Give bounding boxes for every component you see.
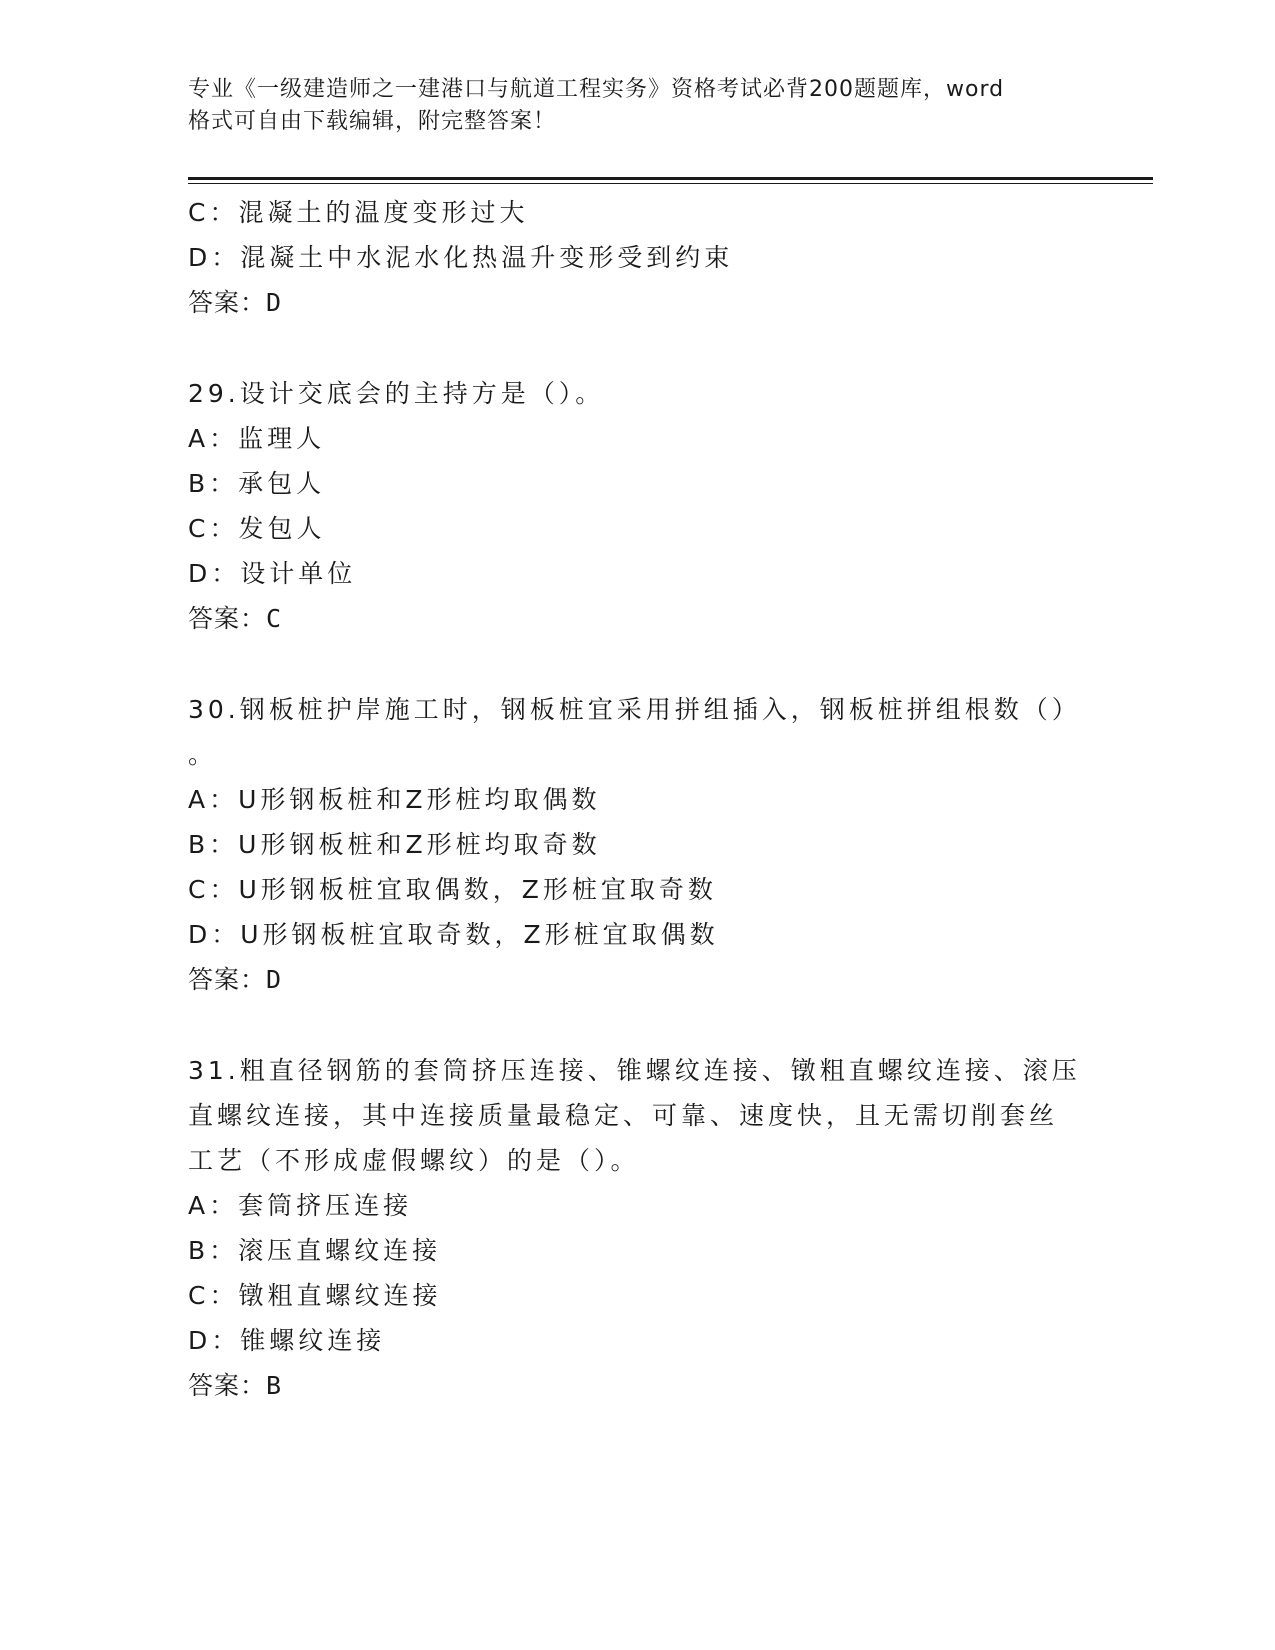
spacer (188, 325, 1088, 371)
answer-label: 答案： (188, 1371, 267, 1400)
answer-value: B (266, 1371, 283, 1400)
answer-value: D (266, 965, 283, 994)
option-d: D：设计单位 (188, 559, 357, 588)
spacer (188, 1002, 1088, 1048)
question-block-29 (188, 371, 1088, 641)
option-c: C：混凝土的温度变形过大 (188, 198, 529, 227)
option-c: C：发包人 (188, 514, 326, 543)
question-stem-line-1: 30.钢板桩护岸施工时，钢板桩宜采用拼组插入，钢板桩拼组根数（） (188, 695, 1081, 724)
option-c: C：镦粗直螺纹连接 (188, 1281, 442, 1310)
option-a: A：U形钢板桩和Z形桩均取偶数 (188, 785, 601, 814)
answer-label: 答案： (188, 965, 267, 994)
question-stem: 29.设计交底会的主持方是（）。 (188, 379, 605, 408)
option-a: A：监理人 (188, 424, 326, 453)
header-line-1: 专业《一级建造师之一建港口与航道工程实务》资格考试必背200题题库，word (188, 77, 1005, 102)
question-block-30 (188, 687, 1088, 1002)
header-line-2: 格式可自由下载编辑，附完整答案！ (188, 109, 557, 134)
answer-line (188, 957, 1088, 1002)
spacer (188, 641, 1088, 687)
document-header (188, 74, 1068, 138)
option-d: D：锥螺纹连接 (188, 1326, 386, 1355)
answer-line (188, 1363, 1088, 1408)
option-c: C：U形钢板桩宜取偶数，Z形桩宜取奇数 (188, 875, 717, 904)
option-a: A：套筒挤压连接 (188, 1191, 413, 1220)
question-stem-line-2: 。 (188, 740, 218, 769)
option-d: D：混凝土中水泥水化热温升变形受到约束 (188, 243, 734, 272)
question-block-31 (188, 1048, 1088, 1408)
question-stem-line-3: 工艺（不形成虚假螺纹）的是（）。 (188, 1146, 640, 1175)
header-divider-thick (188, 177, 1153, 180)
header-divider-thin (188, 183, 1153, 184)
option-d: D：U形钢板桩宜取奇数，Z形桩宜取偶数 (188, 920, 719, 949)
option-b: B：U形钢板桩和Z形桩均取奇数 (188, 830, 601, 859)
question-list (188, 190, 1088, 1408)
answer-label: 答案： (188, 288, 267, 317)
question-stem-line-2: 直螺纹连接，其中连接质量最稳定、可靠、速度快，且无需切削套丝 (188, 1101, 1059, 1130)
answer-line (188, 280, 1088, 325)
answer-line (188, 596, 1088, 641)
question-stem-line-1: 31.粗直径钢筋的套筒挤压连接、锥螺纹连接、镦粗直螺纹连接、滚压 (188, 1056, 1081, 1085)
answer-label: 答案： (188, 604, 267, 633)
question-block-continued (188, 190, 1088, 325)
option-b: B：承包人 (188, 469, 326, 498)
option-b: B：滚压直螺纹连接 (188, 1236, 442, 1265)
answer-value: C (266, 604, 283, 633)
answer-value: D (266, 288, 283, 317)
